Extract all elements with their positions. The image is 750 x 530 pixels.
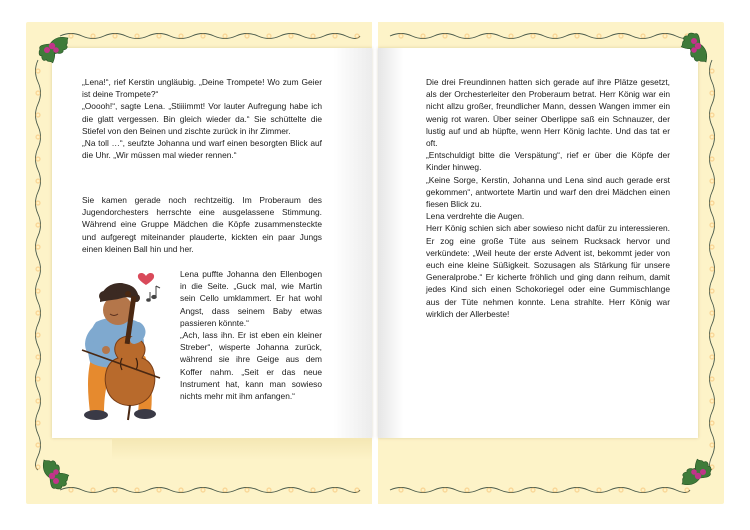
paragraph: Sie kamen gerade noch rechtzeitig. Im Proberaum des Jugendorchesters herrschte eine ausgelassene Stimmung. Während eine Gruppe Mädchen die Köpfe zusammensteckte und aufgeregt miteinander plauderte, kickten ein paar Jungs einen kleinen Ball hin und her. [82,195,322,254]
music-note-icon [147,286,160,301]
paragraph: Lena verdrehte die Augen. [426,211,525,222]
paragraph: „Ach, lass ihn. Er ist eben ein kleiner Streber“, wisperte Johanna zurück, während sie ihre Geige aus dem Koffer nahm. „Seit er das neue Instrument hat, kann man sowieso nichts mehr mit ihm anfangen.“ [180,330,322,402]
right-text-column [426,76,670,320]
paragraph: Herr König schien sich aber sowieso nicht dafür zu interessieren. Er zog eine große Tüte aus seinem Rucksack hervor und verkündete: „Weil heute der erste Advent ist, bekommt jeder von euch eine kleine Süßigkeit. Sozusagen als Stärkung für unsere Generalprobe.“ Er kicherte fröhlich und ging dann reihum, damit jedes Kind sich einen Schokoriegel oder eine Gummischlange aus der Tüte nehmen konnte. Lena strahlte. Herr König war wirklich der Allerbeste! [426,223,670,319]
paragraph: „Entschuldigt bitte die Verspätung“, rief er über die Köpfe der Kinder hinweg. [426,150,670,173]
paragraph: „Na toll …“, seufzte Johanna und warf einen besorgten Blick auf die Uhr. „Wir müssen mal wieder rennen.“ [82,138,322,161]
paragraph: „Lena!“, rief Kerstin ungläubig. „Deine Trompete! Wo zum Geier ist deine Trompete?“ [82,77,322,100]
paragraph: Lena puffte Johanna den Ellenbogen in die Seite. „Guck mal, wie Martin sein Cello umklammert. Er hat wohl Angst, dass seinem Baby etwas passieren könnte.“ [180,269,322,328]
paragraph: Die drei Freundinnen hatten sich gerade auf ihre Plätze gesetzt, als der Orchesterleiter den Proberaum betrat. Herr König war ein nicht allzu großer, freundlicher Mann, dessen Wangen immer ein wenig rot waren. Über seiner Oberlippe saß ein Schnauzer, der lustig auf und ab hüpfte, wenn Herr König lachte. Und das tat er oft. [426,77,670,149]
heart-icon [138,273,154,285]
paragraph: „Ooooh!“, sagte Lena. „Stiiiimmt! Vor lauter Aufregung habe ich die glatt vergessen. Bin gleich wieder da.“ Sie schüttelte die Stiefel von den Beinen und zischte zurück in ihr Zimmer. [82,101,322,136]
paragraph: „Keine Sorge, Kerstin, Johanna und Lena sind auch gerade erst gekommen“, antwortete Martin und warf den drei Mädchen einen fiesen Blick zu. [426,174,670,210]
